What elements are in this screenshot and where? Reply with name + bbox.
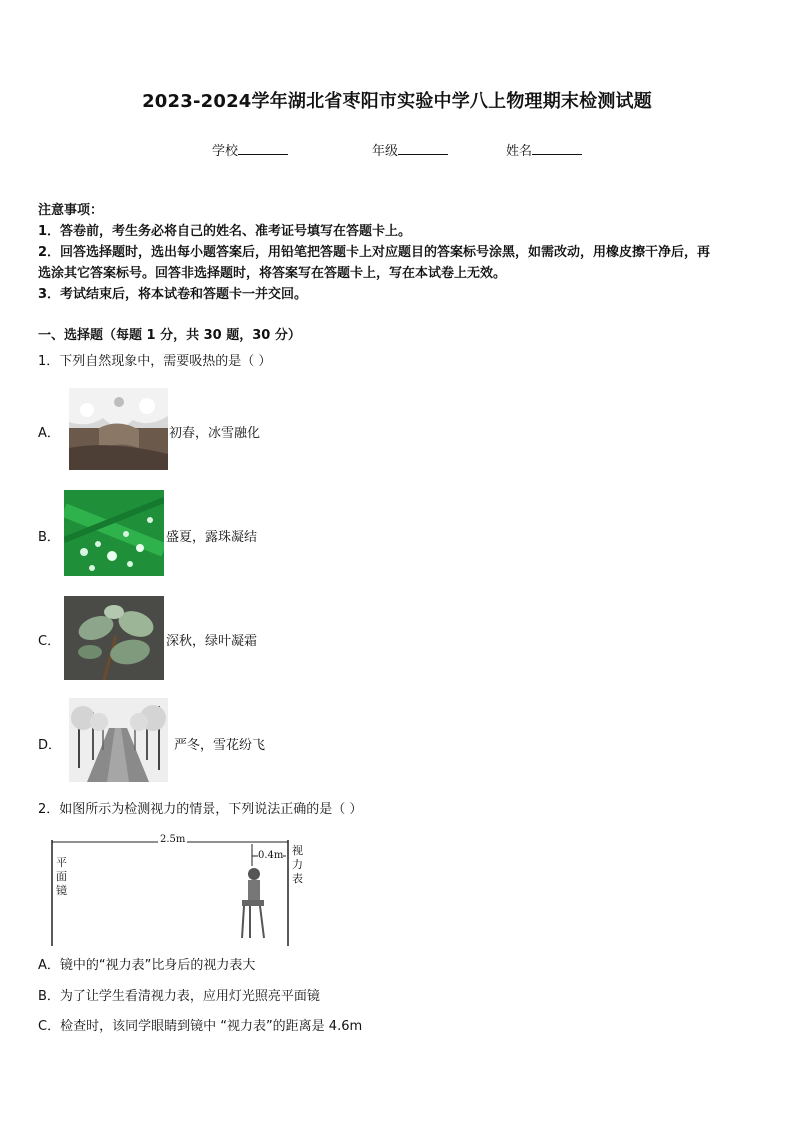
vision-test-figure	[46, 830, 316, 948]
distance-total-label: 2.5m	[160, 834, 186, 845]
option-caption: 严冬，雪花纷飞	[174, 738, 266, 753]
option-caption: 深秋，绿叶凝霜	[166, 634, 258, 649]
name-field	[506, 140, 582, 159]
name-blank	[532, 142, 582, 155]
page-title: 2023-2024学年湖北省枣阳市实验中学八上物理期末检测试题	[142, 91, 652, 112]
question-stem: 2．如图所示为检测视力的情景，下列说法正确的是（ ）	[38, 802, 363, 817]
question-stem: 1．下列自然现象中，需要吸热的是（ ）	[38, 354, 272, 369]
school-blank	[238, 142, 288, 155]
notice-heading: 注意事项：	[38, 203, 104, 218]
grade-label: 年级	[372, 144, 399, 159]
option-text: B．为了让学生看清视力表，应用灯光照亮平面镜	[38, 989, 320, 1004]
school-label: 学校	[212, 144, 239, 159]
eye-chart-label: 视力表	[292, 844, 303, 885]
option-caption: 盛夏，露珠凝结	[166, 530, 258, 545]
option-letter: B．	[38, 530, 60, 545]
frost-leaves-image	[64, 596, 164, 680]
option-letter: C．	[38, 634, 61, 649]
option-letter: D．	[38, 738, 62, 753]
notice-item: 3．考试结束后，将本试卷和答题卡一并交回。	[38, 287, 308, 302]
notice-item: 1．答卷前，考生务必将自己的姓名、准考证号填写在答题卡上。	[38, 224, 412, 239]
notice-item: 2．回答选择题时，选出每小题答案后，用铅笔把答题卡上对应题目的答案标号涂黑，如需改动，用橡皮擦干净后，再	[38, 245, 711, 260]
option-caption: 初春，冰雪融化	[169, 426, 261, 441]
option-letter: A．	[38, 426, 60, 441]
section-heading: 一、选择题（每题 1 分，共 30 题，30 分）	[38, 328, 301, 343]
distance-small-label: 0.4m	[258, 850, 284, 861]
notice-item: 选涂其它答案标号。回答非选择题时，将答案写在答题卡上，写在本试卷上无效。	[38, 266, 507, 281]
grade-blank	[398, 142, 448, 155]
option-text: A．镜中的“视力表”比身后的视力表大	[38, 958, 256, 973]
dew-leaf-image	[64, 490, 164, 576]
school-field	[212, 140, 288, 159]
option-text: C．检查时，该同学眼睛到镜中 “视力表”的距离是 4.6m	[38, 1019, 363, 1034]
melting-snow-image	[69, 388, 168, 470]
mirror-label: 平面镜	[56, 856, 67, 897]
name-label: 姓名	[506, 144, 533, 159]
grade-field	[372, 140, 448, 159]
snowy-road-image	[69, 698, 168, 782]
